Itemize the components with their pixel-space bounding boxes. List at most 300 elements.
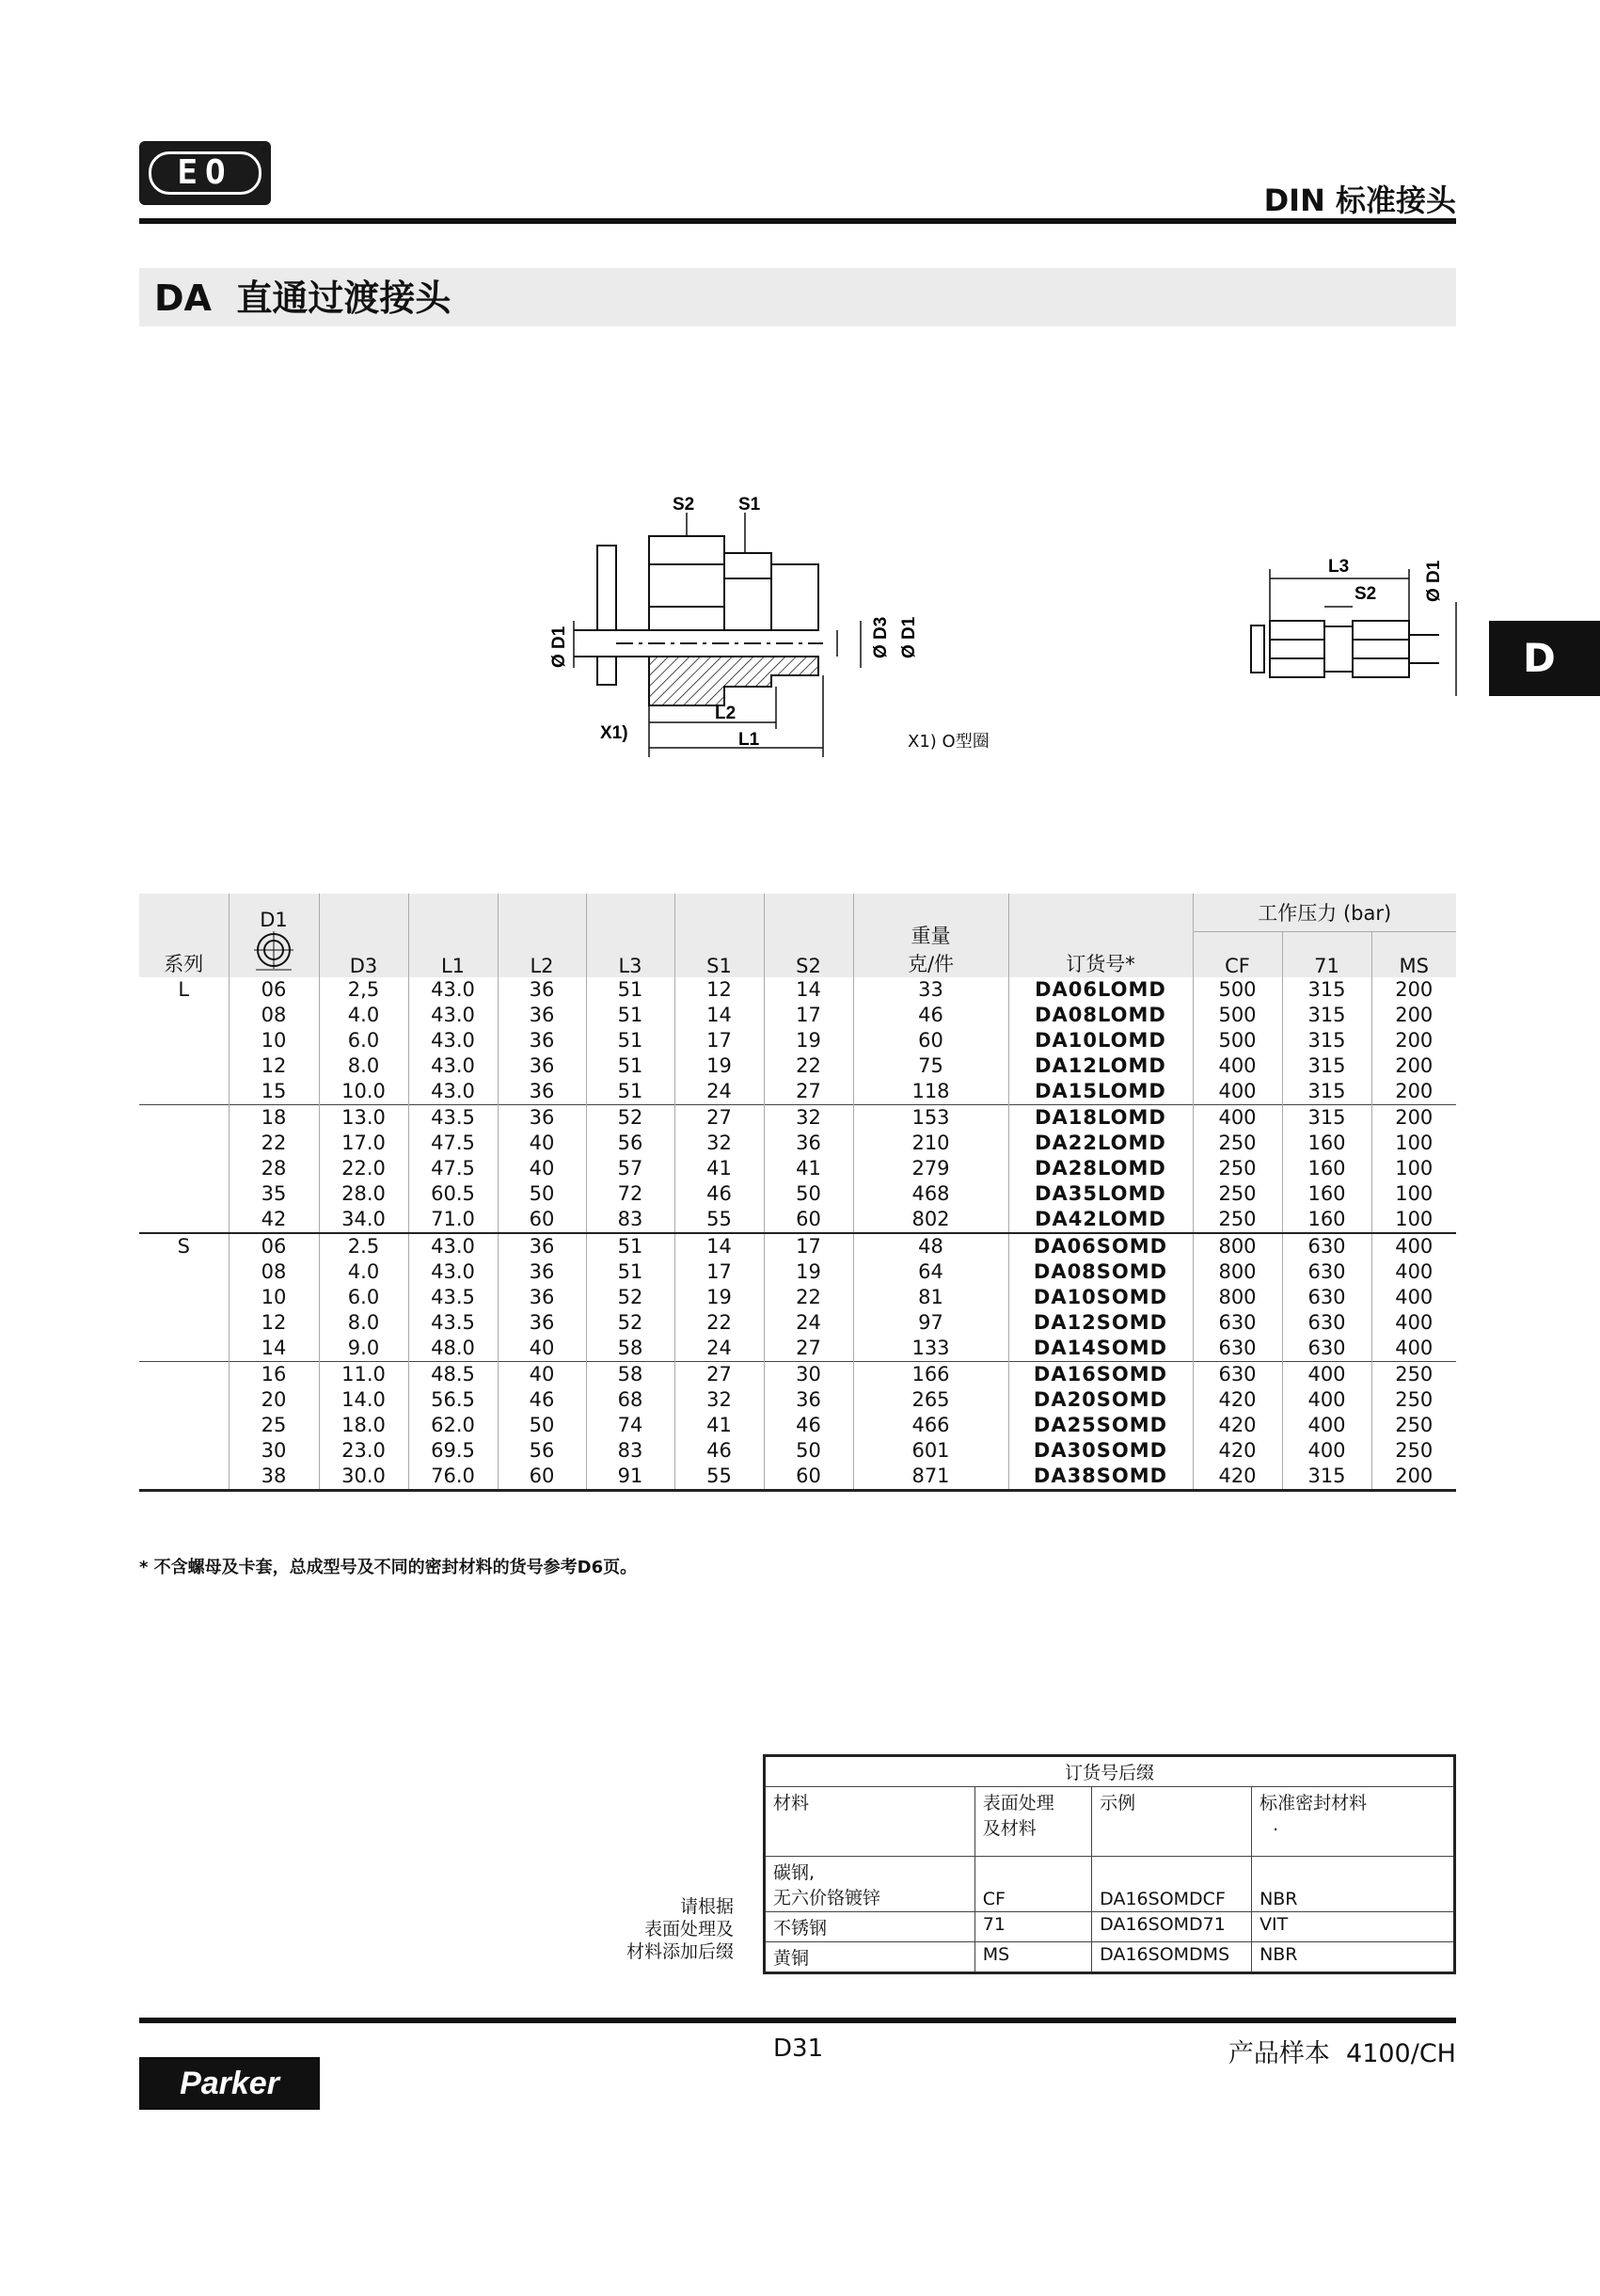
suffix-row-example: DA16SOMDMS: [1092, 1942, 1252, 1973]
header-ms: MS: [1371, 931, 1456, 977]
cell-code: DA15LOMD: [1008, 1079, 1193, 1105]
cell-s2: 19: [764, 1028, 853, 1053]
cell-l2: 36: [498, 977, 586, 1003]
cell-series: L: [178, 978, 190, 1001]
cell-cf: 500: [1193, 1003, 1282, 1028]
cell-d3: 28.0: [319, 1181, 408, 1207]
cell-p71: 315: [1282, 977, 1371, 1003]
header-series: 系列: [139, 931, 229, 977]
cell-ms: 100: [1371, 1131, 1456, 1156]
cell-cf: 420: [1193, 1413, 1282, 1438]
cell-d1: 06: [229, 1233, 319, 1259]
cell-s1: 55: [674, 1464, 764, 1491]
cell-series: [139, 1310, 229, 1336]
table-row: [139, 1131, 1456, 1156]
cell-l1: 43.5: [408, 1105, 498, 1132]
cell-cf: 400: [1193, 1105, 1282, 1132]
table-row: [139, 1105, 1456, 1132]
cell-d3: 11.0: [319, 1362, 408, 1388]
suffix-row-example: DA16SOMD71: [1092, 1912, 1252, 1942]
suffix-caption: 订货号后缀: [765, 1756, 1455, 1787]
table-row: [139, 1464, 1456, 1491]
cell-l3: 56: [586, 1131, 674, 1156]
cell-w: 48: [853, 1233, 1008, 1259]
cell-s1: 55: [674, 1207, 764, 1233]
cell-series: [139, 1156, 229, 1181]
cell-cf: 420: [1193, 1438, 1282, 1464]
cell-w: 33: [853, 977, 1008, 1003]
cell-series: [139, 1387, 229, 1413]
header-order: 订货号*: [1008, 931, 1193, 977]
cell-l1: 62.0: [408, 1413, 498, 1438]
cell-l1: 43.0: [408, 1259, 498, 1285]
cell-p71: 315: [1282, 1105, 1371, 1132]
cell-s1: 32: [674, 1131, 764, 1156]
cell-s2: 46: [764, 1413, 853, 1438]
cell-s1: 27: [674, 1362, 764, 1388]
cell-d1: 14: [229, 1336, 319, 1362]
cell-s2: 27: [764, 1336, 853, 1362]
section-tab: [1489, 621, 1600, 696]
cell-d3: 8.0: [319, 1053, 408, 1079]
cell-d1: 16: [229, 1362, 319, 1388]
cell-code: DA42LOMD: [1008, 1207, 1193, 1233]
cell-l3: 51: [586, 1003, 674, 1028]
cell-s2: 24: [764, 1310, 853, 1336]
cell-l2: 36: [498, 1079, 586, 1105]
header-cf: CF: [1193, 931, 1282, 977]
cell-l3: 52: [586, 1285, 674, 1310]
registered-mark: ®: [260, 143, 270, 155]
cell-s1: 27: [674, 1105, 764, 1132]
suffix-table: [763, 1754, 1456, 1974]
cell-s2: 30: [764, 1362, 853, 1388]
cell-p71: 630: [1282, 1336, 1371, 1362]
cell-s1: 32: [674, 1387, 764, 1413]
table-row: [139, 1387, 1456, 1413]
cell-l1: 43.0: [408, 1079, 498, 1105]
section-title: DIN 标准接头: [1263, 182, 1456, 218]
cell-d1: 10: [229, 1285, 319, 1310]
cell-s1: 17: [674, 1259, 764, 1285]
header-l3: L3: [586, 931, 674, 977]
label-d1-right: Ø D1: [899, 616, 919, 658]
cell-d3: 22.0: [319, 1156, 408, 1181]
cell-code: DA08LOMD: [1008, 1003, 1193, 1028]
cell-ms: 250: [1371, 1413, 1456, 1438]
cell-series: [139, 1207, 229, 1233]
cell-d3: 14.0: [319, 1387, 408, 1413]
cell-code: DA25SOMD: [1008, 1413, 1193, 1438]
table-row: [139, 1181, 1456, 1207]
table-row: [139, 1259, 1456, 1285]
cell-d1: 15: [229, 1079, 319, 1105]
cell-l1: 43.0: [408, 1053, 498, 1079]
cell-series: [139, 1079, 229, 1105]
suffix-row-example: DA16SOMDCF: [1092, 1857, 1252, 1912]
cell-l3: 83: [586, 1438, 674, 1464]
label-d3: Ø D3: [871, 616, 891, 658]
cell-code: DA28LOMD: [1008, 1156, 1193, 1181]
table-row: [139, 1438, 1456, 1464]
cell-p71: 400: [1282, 1413, 1371, 1438]
cell-s1: 24: [674, 1079, 764, 1105]
cell-l2: 60: [498, 1207, 586, 1233]
cell-w: 871: [853, 1464, 1008, 1491]
cell-code: DA12LOMD: [1008, 1053, 1193, 1079]
cell-l2: 36: [498, 1028, 586, 1053]
cell-d1: 18: [229, 1105, 319, 1132]
cell-d1: 35: [229, 1181, 319, 1207]
cell-d3: 34.0: [319, 1207, 408, 1233]
cell-l1: 47.5: [408, 1156, 498, 1181]
cell-l3: 74: [586, 1413, 674, 1438]
cell-l1: 56.5: [408, 1387, 498, 1413]
cell-cf: 420: [1193, 1464, 1282, 1491]
cell-ms: 200: [1371, 977, 1456, 1003]
cell-cf: 250: [1193, 1207, 1282, 1233]
header-rule: [139, 218, 1456, 224]
cell-p71: 315: [1282, 1028, 1371, 1053]
cell-s2: 17: [764, 1233, 853, 1259]
cell-code: DA12SOMD: [1008, 1310, 1193, 1336]
cell-ms: 200: [1371, 1028, 1456, 1053]
spec-table: [139, 894, 1456, 1492]
cell-p71: 630: [1282, 1285, 1371, 1310]
header-s2: S2: [764, 931, 853, 977]
cell-l3: 58: [586, 1362, 674, 1388]
cell-cf: 400: [1193, 1053, 1282, 1079]
cell-l3: 58: [586, 1336, 674, 1362]
cell-cf: 630: [1193, 1362, 1282, 1388]
cell-p71: 160: [1282, 1207, 1371, 1233]
cell-code: DA10SOMD: [1008, 1285, 1193, 1310]
header-l1: L1: [408, 931, 498, 977]
label-d1-small: Ø D1: [1424, 560, 1444, 602]
cell-s2: 19: [764, 1259, 853, 1285]
cell-l1: 43.5: [408, 1285, 498, 1310]
cell-p71: 400: [1282, 1387, 1371, 1413]
cell-l2: 40: [498, 1336, 586, 1362]
cell-s2: 60: [764, 1464, 853, 1491]
table-row: [139, 1310, 1456, 1336]
eo-logo-text: EO: [149, 151, 261, 195]
cell-l3: 83: [586, 1207, 674, 1233]
cell-s1: 24: [674, 1336, 764, 1362]
suffix-header-material: 材料: [765, 1787, 975, 1857]
footnote: * 不含螺母及卡套，总成型号及不同的密封材料的货号参考D6页。: [139, 1558, 638, 1577]
cell-ms: 200: [1371, 1079, 1456, 1105]
catalog-label: 产品样本 4100/CH: [1228, 2039, 1456, 2068]
cell-w: 265: [853, 1387, 1008, 1413]
suffix-row-seal: NBR: [1252, 1857, 1455, 1912]
parker-logo: Parker: [139, 2057, 320, 2110]
cell-p71: 160: [1282, 1156, 1371, 1181]
cell-s2: 27: [764, 1079, 853, 1105]
cell-cf: 500: [1193, 1028, 1282, 1053]
cell-ms: 400: [1371, 1259, 1456, 1285]
cell-s1: 12: [674, 977, 764, 1003]
cell-s2: 14: [764, 977, 853, 1003]
cell-w: 601: [853, 1438, 1008, 1464]
table-row: [139, 1053, 1456, 1079]
label-s2-small: S2: [1354, 584, 1377, 604]
cell-l1: 43.0: [408, 977, 498, 1003]
cell-d3: 9.0: [319, 1336, 408, 1362]
cell-series: [139, 1259, 229, 1285]
cell-s2: 22: [764, 1053, 853, 1079]
cell-d3: 4.0: [319, 1259, 408, 1285]
suffix-row-surface: MS: [974, 1942, 1091, 1973]
cell-code: DA35LOMD: [1008, 1181, 1193, 1207]
suffix-row-surface: CF: [974, 1857, 1091, 1912]
header-71: 71: [1282, 931, 1371, 977]
cell-l1: 43.0: [408, 1233, 498, 1259]
table-row: [139, 1336, 1456, 1362]
cell-series: [139, 1105, 229, 1132]
cell-ms: 200: [1371, 1464, 1456, 1491]
cell-series: [139, 1053, 229, 1079]
cell-d3: 23.0: [319, 1438, 408, 1464]
cell-code: DA08SOMD: [1008, 1259, 1193, 1285]
cell-d1: 42: [229, 1207, 319, 1233]
cell-l2: 36: [498, 1053, 586, 1079]
page-title: DA 直通过渡接头: [154, 277, 451, 319]
cell-cf: 500: [1193, 977, 1282, 1003]
cell-ms: 400: [1371, 1336, 1456, 1362]
cell-series: [139, 1464, 229, 1491]
cell-series: S: [139, 1233, 229, 1259]
cell-ms: 250: [1371, 1387, 1456, 1413]
cell-cf: 250: [1193, 1181, 1282, 1207]
cell-ms: 100: [1371, 1156, 1456, 1181]
cell-p71: 315: [1282, 1464, 1371, 1491]
cell-d1: 12: [229, 1053, 319, 1079]
cell-l2: 36: [498, 1285, 586, 1310]
section-tab-label: D: [1523, 635, 1556, 681]
cell-w: 46: [853, 1003, 1008, 1028]
cell-w: 153: [853, 1105, 1008, 1132]
cell-code: DA30SOMD: [1008, 1438, 1193, 1464]
cell-l3: 68: [586, 1387, 674, 1413]
header-d3: D3: [319, 931, 408, 977]
cell-code: DA16SOMD: [1008, 1362, 1193, 1388]
cell-l1: 69.5: [408, 1438, 498, 1464]
table-row: [139, 1233, 1456, 1259]
header-weight-top: 重量: [911, 925, 951, 947]
fitting-assembly-drawing: [1242, 546, 1477, 724]
cell-series: [139, 1003, 229, 1028]
label-s1: S1: [738, 495, 761, 515]
cell-ms: 200: [1371, 1003, 1456, 1028]
cell-l1: 47.5: [408, 1131, 498, 1156]
footer-rule: [139, 2018, 1456, 2023]
cell-w: 75: [853, 1053, 1008, 1079]
cell-l2: 36: [498, 1003, 586, 1028]
cell-l3: 52: [586, 1105, 674, 1132]
suffix-row-material: 不锈钢: [765, 1912, 975, 1942]
cell-series: [139, 1181, 229, 1207]
cell-cf: 800: [1193, 1259, 1282, 1285]
eo-logo: [139, 141, 271, 205]
suffix-note: 请根据 表面处理及 材料添加后缀: [626, 1896, 734, 1962]
cell-l1: 71.0: [408, 1207, 498, 1233]
cell-w: 166: [853, 1362, 1008, 1388]
cell-l2: 60: [498, 1464, 586, 1491]
cell-w: 279: [853, 1156, 1008, 1181]
cell-p71: 315: [1282, 1003, 1371, 1028]
cell-l2: 36: [498, 1105, 586, 1132]
page-number: D31: [773, 2035, 824, 2063]
cell-l2: 46: [498, 1387, 586, 1413]
suffix-row-surface: 71: [974, 1912, 1091, 1942]
cell-l1: 48.0: [408, 1336, 498, 1362]
table-row: [139, 1362, 1456, 1388]
cell-l3: 52: [586, 1310, 674, 1336]
table-row: [139, 977, 1456, 1003]
header-l2: L2: [498, 931, 586, 977]
cell-l2: 36: [498, 1310, 586, 1336]
cell-d3: 2,5: [319, 977, 408, 1003]
cell-d3: 8.0: [319, 1310, 408, 1336]
cell-l3: 51: [586, 977, 674, 1003]
cell-p71: 315: [1282, 1053, 1371, 1079]
cell-code: DA22LOMD: [1008, 1131, 1193, 1156]
cell-cf: 400: [1193, 1079, 1282, 1105]
cell-ms: 100: [1371, 1181, 1456, 1207]
cell-series: [139, 1438, 229, 1464]
cell-w: 802: [853, 1207, 1008, 1233]
suffix-row-seal: NBR: [1252, 1942, 1455, 1973]
cell-d3: 13.0: [319, 1105, 408, 1132]
cell-ms: 400: [1371, 1233, 1456, 1259]
cell-s1: 19: [674, 1053, 764, 1079]
cell-series: [139, 1362, 229, 1388]
table-row: [139, 1079, 1456, 1105]
cell-l3: 57: [586, 1156, 674, 1181]
table-row: [139, 1028, 1456, 1053]
cell-s1: 41: [674, 1156, 764, 1181]
cell-w: 468: [853, 1181, 1008, 1207]
table-row: [139, 1413, 1456, 1438]
cell-l3: 51: [586, 1259, 674, 1285]
cell-l1: 43.5: [408, 1310, 498, 1336]
suffix-row-seal: VIT: [1252, 1912, 1455, 1942]
cell-d3: 6.0: [319, 1285, 408, 1310]
suffix-header-surface: 表面处理 及材料: [974, 1787, 1091, 1857]
cell-d1: 30: [229, 1438, 319, 1464]
cell-l3: 51: [586, 1233, 674, 1259]
cell-cf: 250: [1193, 1131, 1282, 1156]
cell-ms: 250: [1371, 1362, 1456, 1388]
cell-p71: 630: [1282, 1259, 1371, 1285]
cell-l2: 40: [498, 1362, 586, 1388]
cell-p71: 630: [1282, 1310, 1371, 1336]
cell-w: 118: [853, 1079, 1008, 1105]
suffix-row-material: 碳钢, 无六价铬镀锌: [765, 1857, 975, 1912]
cell-l2: 50: [498, 1413, 586, 1438]
cell-p71: 315: [1282, 1079, 1371, 1105]
cell-d1: 28: [229, 1156, 319, 1181]
x1-note: X1) O型圈: [908, 732, 990, 752]
cell-p71: 160: [1282, 1131, 1371, 1156]
cell-p71: 630: [1282, 1233, 1371, 1259]
cell-l2: 36: [498, 1233, 586, 1259]
cell-s1: 14: [674, 1003, 764, 1028]
cell-d3: 2.5: [319, 1233, 408, 1259]
table-row: [139, 1156, 1456, 1181]
cell-series: [139, 1413, 229, 1438]
cell-w: 97: [853, 1310, 1008, 1336]
table-row: [139, 1285, 1456, 1310]
cell-s1: 46: [674, 1181, 764, 1207]
header-pressure: 工作压力 (bar): [1193, 894, 1456, 931]
cell-s1: 14: [674, 1233, 764, 1259]
cell-code: DA20SOMD: [1008, 1387, 1193, 1413]
cell-ms: 200: [1371, 1105, 1456, 1132]
cell-s2: 17: [764, 1003, 853, 1028]
cell-d1: 12: [229, 1310, 319, 1336]
cell-d1: 22: [229, 1131, 319, 1156]
table-row: [139, 1003, 1456, 1028]
cell-ms: 100: [1371, 1207, 1456, 1233]
cell-cf: 630: [1193, 1310, 1282, 1336]
cell-s2: 36: [764, 1387, 853, 1413]
label-l1: L1: [738, 730, 760, 750]
cell-ms: 250: [1371, 1438, 1456, 1464]
cell-s1: 22: [674, 1310, 764, 1336]
suffix-row-material: 黄铜: [765, 1942, 975, 1973]
cell-w: 466: [853, 1413, 1008, 1438]
cell-d1: 10: [229, 1028, 319, 1053]
cell-code: DA10LOMD: [1008, 1028, 1193, 1053]
cell-p71: 160: [1282, 1181, 1371, 1207]
cell-l3: 72: [586, 1181, 674, 1207]
cell-code: DA06LOMD: [1008, 977, 1193, 1003]
cell-w: 210: [853, 1131, 1008, 1156]
cell-s2: 50: [764, 1181, 853, 1207]
cell-s2: 41: [764, 1156, 853, 1181]
cell-cf: 800: [1193, 1285, 1282, 1310]
cell-l3: 51: [586, 1079, 674, 1105]
cell-p71: 400: [1282, 1362, 1371, 1388]
cell-l2: 40: [498, 1131, 586, 1156]
label-s2: S2: [673, 495, 695, 515]
cell-l3: 51: [586, 1053, 674, 1079]
label-d1-left: Ø D1: [549, 625, 569, 668]
cell-s1: 19: [674, 1285, 764, 1310]
cell-cf: 250: [1193, 1156, 1282, 1181]
cell-code: DA06SOMD: [1008, 1233, 1193, 1259]
cell-s2: 32: [764, 1105, 853, 1132]
cell-cf: 630: [1193, 1336, 1282, 1362]
cell-code: DA14SOMD: [1008, 1336, 1193, 1362]
cell-code: DA38SOMD: [1008, 1464, 1193, 1491]
cell-l2: 40: [498, 1156, 586, 1181]
cell-w: 81: [853, 1285, 1008, 1310]
cell-ms: 200: [1371, 1053, 1456, 1079]
cell-l1: 43.0: [408, 1028, 498, 1053]
cell-l1: 76.0: [408, 1464, 498, 1491]
cell-l1: 43.0: [408, 1003, 498, 1028]
cell-d3: 6.0: [319, 1028, 408, 1053]
label-l3: L3: [1328, 557, 1350, 577]
cell-s1: 17: [674, 1028, 764, 1053]
cell-l2: 56: [498, 1438, 586, 1464]
cell-d3: 4.0: [319, 1003, 408, 1028]
cell-s1: 46: [674, 1438, 764, 1464]
cell-ms: 400: [1371, 1285, 1456, 1310]
